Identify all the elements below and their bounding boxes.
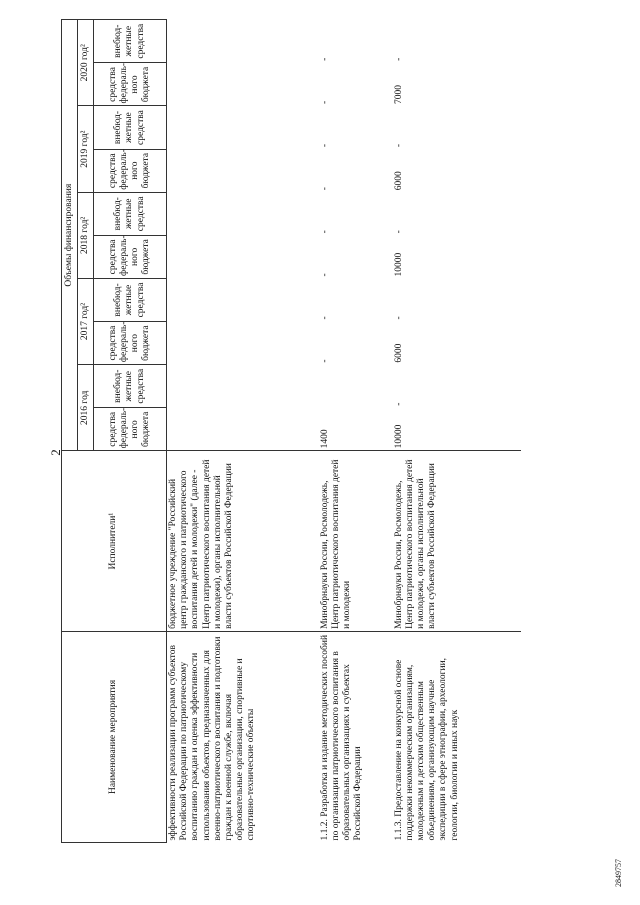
funding-value [167, 235, 319, 278]
table-row [393, 20, 521, 843]
offbudget-header: внебюд-жетные средства [94, 20, 167, 63]
year-header: 2019 год² [78, 106, 94, 192]
event-name: эффективности реализации программ субъектов Российской Федерации по патриотическому воспитанию граждан и оценка эффективности использования объектов, предназначенных для военно-патриотического воспитания и подготовки граждан к военной службе, включая образовательные организации, спортивные и спортивно-технические объекты [167, 631, 319, 842]
funding-value: - [393, 143, 404, 148]
funding-value: - [319, 187, 330, 191]
year-header: 2018 год² [78, 192, 94, 278]
funding-value: - [319, 273, 330, 277]
table-row [167, 20, 319, 843]
executors: бюджетное учреждение "Российский центр гражданского и патриотического воспитания детей и молодежи" (далее - Центр патриотического воспитания детей и молодежи), органы исполнительной власти субъектов Российской Федерации [167, 451, 319, 632]
executors: Минобрнауки России, Росмолодежь, Центр патриотического воспитания детей и молодежи [319, 451, 393, 632]
funding-value [167, 20, 319, 63]
funding-value: 1400 [319, 429, 330, 449]
funding-value: - [393, 230, 404, 234]
funding-value: 6000 [393, 171, 404, 191]
funding-value [167, 322, 319, 365]
federal-budget-header: средства федераль-ного бюджета [94, 408, 167, 451]
funding-value [167, 192, 319, 235]
funding-value [167, 149, 319, 192]
funding-value: - [319, 359, 330, 363]
federal-budget-header: средства федераль-ного бюджета [94, 322, 167, 365]
offbudget-header: внебюд-жетные средства [94, 365, 167, 408]
funding-value: 10000 [393, 252, 404, 277]
funding-value: 7000 [393, 85, 404, 104]
funding-value [167, 408, 319, 451]
funding-value: - [393, 316, 404, 320]
funding-value: 10000 [393, 424, 404, 449]
year-header: 2017 год² [78, 278, 94, 364]
federal-budget-header: средства федераль-ного бюджета [94, 63, 167, 106]
year-header: 2016 год [78, 365, 94, 451]
document-id: 2849757 [614, 859, 623, 887]
event-name: 1.1.3. Предоставление на конкурсной основе поддержки некоммерческим организациям, молодежным и детским общественным объединениям, организующим научные экспедиции в сфере этнографии, археологии, геологии, биологии и иных наук [393, 631, 521, 842]
funding-value: - [319, 230, 330, 234]
funding-value [319, 365, 393, 408]
offbudget-header: внебюд-жетные средства [94, 278, 167, 321]
page-number: 2 [48, 449, 63, 456]
funding-table [61, 19, 521, 843]
funding-value: 6000 [393, 343, 404, 363]
funding-header: Объемы финансирования [62, 20, 78, 451]
funding-value: - [319, 316, 330, 320]
event-name: 1.1.2. Разработка и издание методических пособий по организации патриотического воспитания в образовательных организациях и субъектах Российской Федерации [319, 631, 393, 842]
funding-value [167, 365, 319, 408]
federal-budget-header: средства федераль-ного бюджета [94, 149, 167, 192]
offbudget-header: внебюд-жетные средства [94, 106, 167, 149]
executors: Минобрнауки России, Росмолодежь, Центр патриотического воспитания детей и молодежи, органы исполнительной власти субъектов Российской Федерации [393, 451, 521, 632]
funding-value [167, 63, 319, 106]
col-executors-header: Исполнители¹ [62, 451, 167, 632]
funding-value: - [319, 100, 330, 104]
funding-value [167, 106, 319, 149]
funding-value [167, 278, 319, 321]
table-row [319, 20, 393, 843]
offbudget-header: внебюд-жетные средства [94, 192, 167, 235]
year-header: 2020 год² [78, 20, 94, 107]
funding-value: - [319, 143, 330, 148]
funding-value: - [319, 57, 330, 61]
col-event-header: Наименование мероприятия [62, 631, 167, 842]
funding-value: - [393, 57, 404, 61]
funding-value: - [393, 402, 404, 406]
federal-budget-header: средства федераль-ного бюджета [94, 235, 167, 278]
